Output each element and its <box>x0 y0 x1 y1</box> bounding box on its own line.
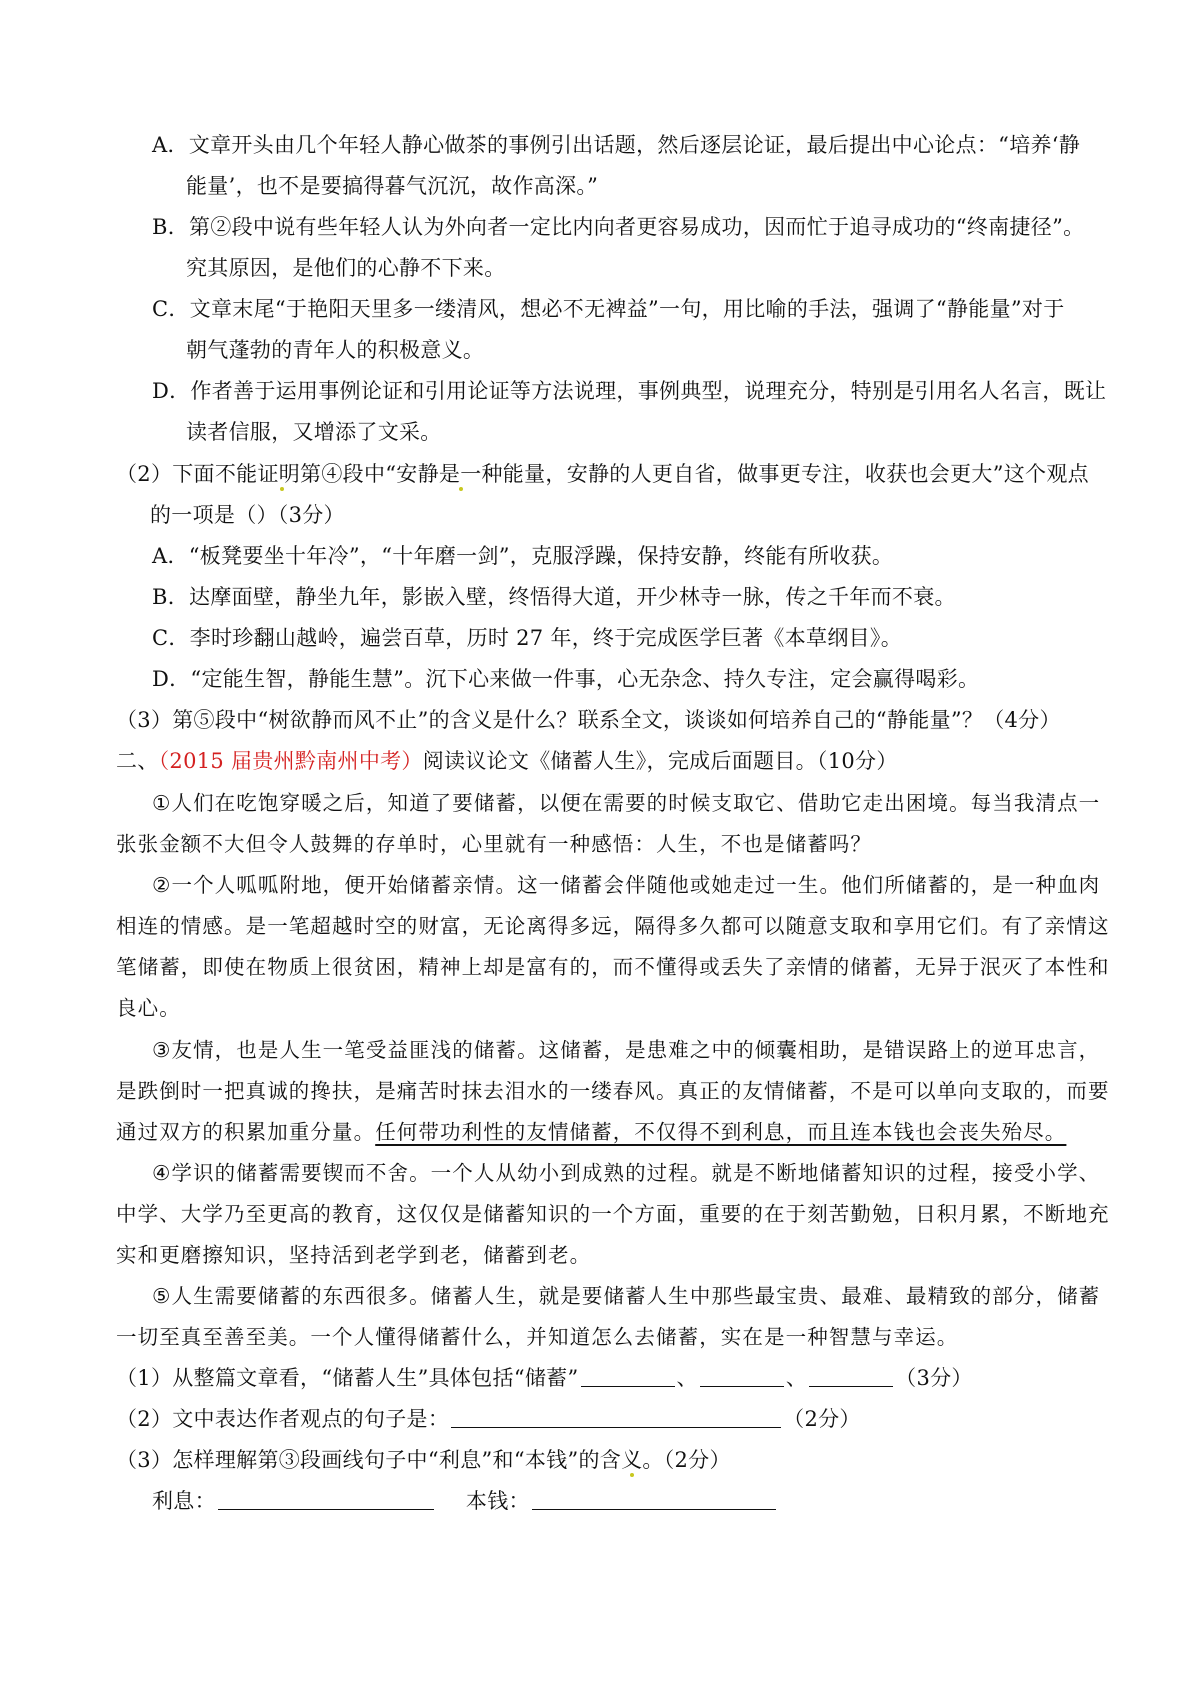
emphasis-dot <box>630 1473 634 1477</box>
q1-option-a-line1: A．文章开头由几个年轻人静心做茶的事例引出话题，然后逐层论证，最后提出中心论点：“培养‘静 <box>152 133 1081 157</box>
section-2-source: （2015 届贵州黔南州中考） <box>158 749 423 773</box>
answer-blank-principal[interactable] <box>532 1487 776 1510</box>
answer-blank-1[interactable] <box>581 1364 675 1387</box>
q1-option-c-line2: 朝气蓬勃的青年人的积极意义。 <box>186 338 485 362</box>
passage-p4-line1: ④学识的储蓄需要锲而不舍。一个人从幼小到成熟的过程。就是不断地储蓄知识的过程，接受小学、 <box>152 1161 1101 1185</box>
q2-option-b: B．达摩面壁，静坐九年，影嵌入壁，终悟得大道，开少林寺一脉，传之千年而不衰。 <box>152 585 956 609</box>
passage-p1-line1: ①人们在吃饱穿暖之后，知道了要储蓄，以便在需要的时候支取它、借助它走出困境。每当我清点一 <box>152 791 1101 815</box>
answer-blank-3[interactable] <box>809 1364 893 1387</box>
blank-separator: 、 <box>785 1366 808 1390</box>
s2-question-3: （3）怎样理解第③段画线句子中“利息”和“本钱”的含义。（2分） <box>116 1448 731 1472</box>
s2-question-1-score: （3分） <box>895 1366 973 1390</box>
emphasis-dot <box>280 487 284 491</box>
passage-p4-line3: 实和更磨擦知识，坚持活到老学到老，储蓄到老。 <box>116 1243 592 1267</box>
q2-stem-line2: 的一项是（）（3分） <box>150 503 345 527</box>
q1-option-d-line1: D．作者善于运用事例论证和引用论证等方法说理，事例典型，说理充分，特别是引用名人名言，既让 <box>152 379 1107 403</box>
s2-question-1 <box>116 1364 973 1392</box>
q3-stem: （3）第⑤段中“树欲静而风不止”的含义是什么？联系全文，谈谈如何培养自己的“静能量”？（4分） <box>116 708 1061 732</box>
blank-separator: 、 <box>676 1366 698 1390</box>
passage-p2-line1: ②一个人呱呱附地，便开始储蓄亲情。这一储蓄会伴随他或她走过一生。他们所储蓄的，是一种血肉 <box>152 873 1101 897</box>
answer-blank-viewpoint[interactable] <box>451 1405 781 1428</box>
interest-label: 利息： <box>152 1489 216 1513</box>
q1-option-a-line2: 能量’，也不是要搞得暮气沉沉，故作高深。” <box>186 174 599 198</box>
q2-stem-line1: （2）下面不能证明第④段中“安静是一种能量，安静的人更自省，做事更专注，收获也会更大”这个观点 <box>116 462 1089 486</box>
answer-blank-2[interactable] <box>700 1364 784 1387</box>
s2-question-1-text: （1）从整篇文章看，“储蓄人生”具体包括“储蓄” <box>116 1366 579 1390</box>
q2-option-c: C．李时珍翻山越岭，遍尝百草，历时 27 年，终于完成医学巨著《本草纲目》。 <box>152 626 903 650</box>
q1-option-b-line2: 究其原因，是他们的心静不下来。 <box>186 256 506 280</box>
passage-p3-line2: 是跌倒时一把真诚的搀扶，是痛苦时抹去泪水的一缕春风。真正的友情储蓄，不是可以单向支取的，而要 <box>116 1079 1110 1103</box>
section-2-heading <box>116 747 898 775</box>
underlined-sentence: 任何带功利性的友情储蓄，不仅得不到利息，而且连本钱也会丧失殆尽。 <box>375 1120 1067 1144</box>
passage-p5-line1: ⑤人生需要储蓄的东西很多。储蓄人生，就是要储蓄人生中那些最宝贵、最难、最精致的部分，储蓄 <box>152 1284 1101 1308</box>
s2-question-3-answers <box>152 1487 778 1515</box>
emphasis-dot <box>459 487 463 491</box>
passage-p2-line3: 笔储蓄，即使在物质上很贫困，精神上却是富有的，而不懂得或丢失了亲情的储蓄，无异于泯灭了本性和 <box>116 955 1110 979</box>
q2-option-a: A．“板凳要坐十年冷”，“十年磨一剑”，克服浮躁，保持安静，终能有所收获。 <box>152 544 894 568</box>
section-2-number: 二、 <box>116 749 159 773</box>
passage-p5-line2: 一切至真至善至美。一个人懂得储蓄什么，并知道怎么去储蓄，实在是一种智慧与幸运。 <box>116 1325 959 1349</box>
q1-option-d-line2: 读者信服，又增添了文采。 <box>186 420 442 444</box>
passage-p4-line2: 中学、大学乃至更高的教育，这仅仅是储蓄知识的一个方面，重要的在于刻苦勤勉，日积月累，不断地充 <box>116 1202 1110 1226</box>
passage-p3-line3 <box>116 1118 1066 1146</box>
q1-option-b-line1: B．第②段中说有些年轻人认为外向者一定比内向者更容易成功，因而忙于追寻成功的“终南捷径”。 <box>152 215 1085 239</box>
s2-question-2-text: （2）文中表达作者观点的句子是： <box>116 1407 450 1431</box>
passage-p2-line4: 良心。 <box>116 996 181 1020</box>
principal-label: 本钱： <box>465 1489 530 1513</box>
passage-p1-line2: 张张金额不大但令人鼓舞的存单时，心里就有一种感悟：人生，不也是储蓄吗？ <box>116 832 872 856</box>
passage-p3-line3-plain: 通过双方的积累加重分量。 <box>116 1120 376 1144</box>
q2-option-d: D．“定能生智，静能生慧”。沉下心来做一件事，心无杂念、持久专注，定会赢得喝彩。 <box>152 667 980 691</box>
s2-question-2 <box>116 1405 861 1433</box>
q1-option-c-line1: C．文章末尾“于艳阳天里多一缕清风，想必不无裨益”一句，用比喻的手法，强调了“静能量”对于 <box>152 297 1065 321</box>
section-2-instruction: 阅读议论文《储蓄人生》，完成后面题目。（10分） <box>422 749 898 773</box>
s2-question-2-score: （2分） <box>783 1407 861 1431</box>
answer-blank-interest[interactable] <box>218 1487 434 1510</box>
passage-p3-line1: ③友情，也是人生一笔受益匪浅的储蓄。这储蓄，是患难之中的倾囊相助，是错误路上的逆耳忠言， <box>152 1038 1101 1062</box>
passage-p2-line2: 相连的情感。是一笔超越时空的财富，无论离得多远，隔得多久都可以随意支取和享用它们。有了亲情这 <box>116 914 1110 938</box>
